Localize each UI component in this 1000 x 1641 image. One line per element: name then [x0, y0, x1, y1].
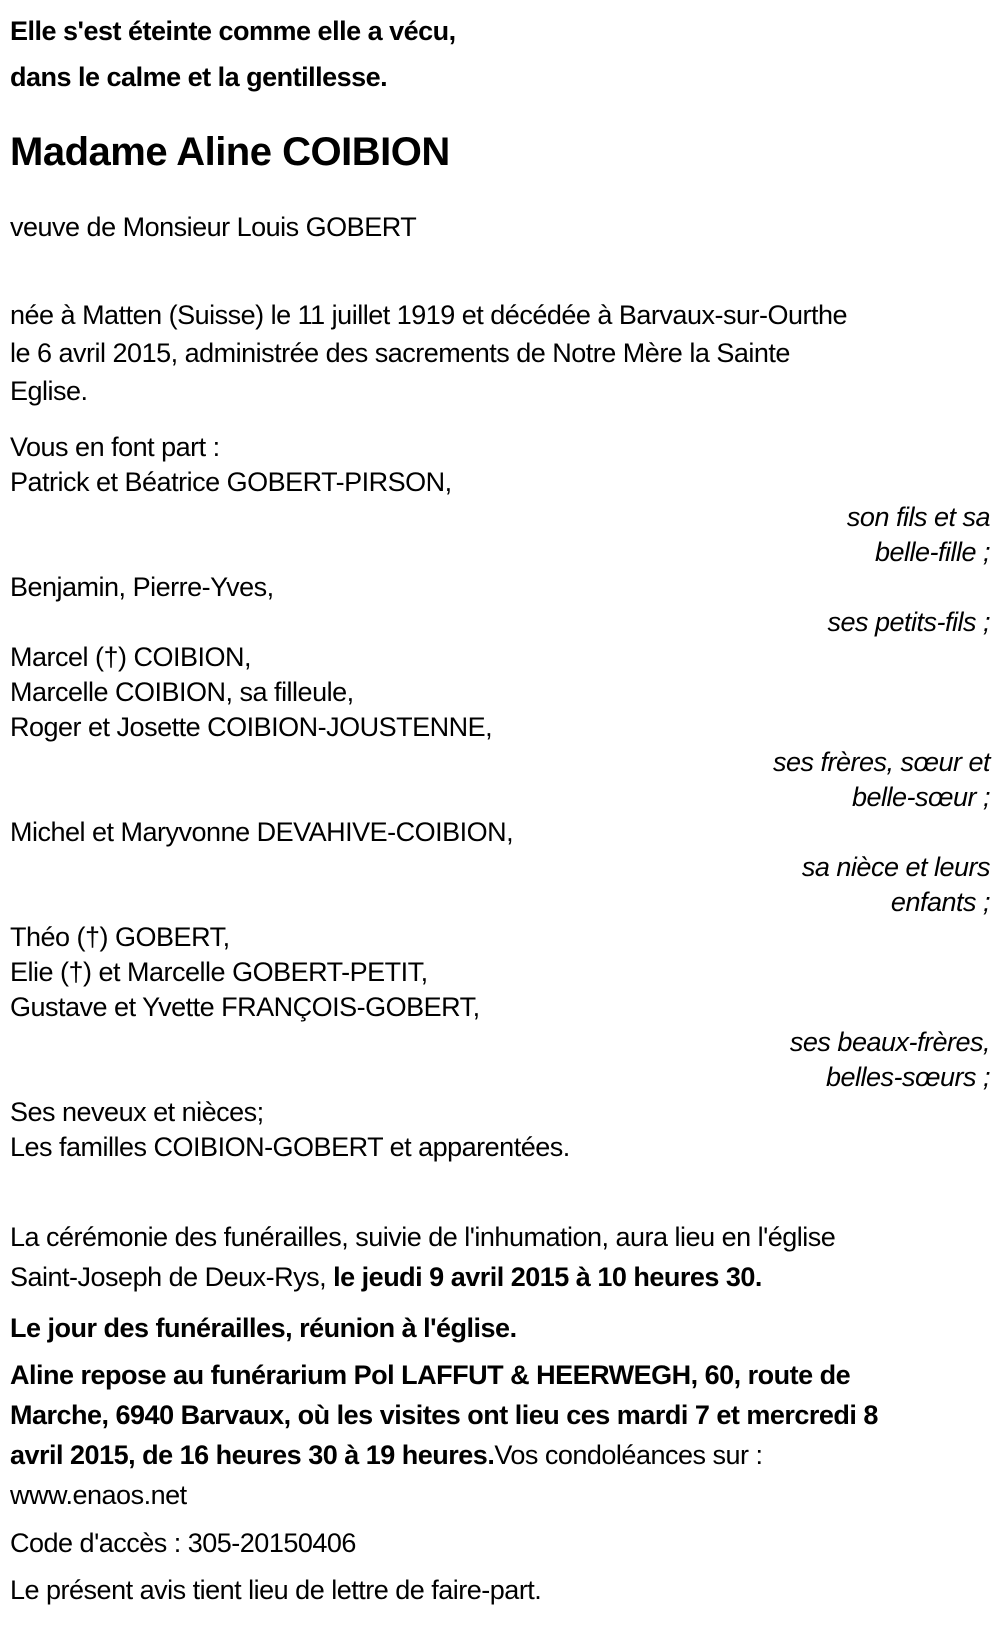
mourner-name-line: Benjamin, Pierre-Yves, [10, 572, 274, 602]
birth-death-line: Eglise. [10, 376, 88, 406]
mourner-name-line: Théo (†) GOBERT, [10, 922, 230, 952]
funerarium-line-3 [10, 1435, 990, 1475]
ceremony-paragraph [10, 1217, 990, 1297]
mourner-name-line: Gustave et Yvette FRANÇOIS-GOBERT, [10, 992, 480, 1022]
epitaph-line-1: Elle s'est éteinte comme elle a vécu, [10, 16, 456, 46]
ceremony-place-text: Saint-Joseph de Deux-Rys, [10, 1262, 334, 1292]
relation-label-line: ses beaux-frères, [789, 1027, 990, 1057]
funerarium-line-1: Aline repose au funérarium Pol LAFFUT & HEERWEGH, 60, route de [10, 1360, 851, 1390]
mourner-name-line: Patrick et Béatrice GOBERT-PIRSON, [10, 467, 452, 497]
mourner-name-line: Marcelle COIBION, sa filleule, [10, 677, 354, 707]
relation-label-line: enfants ; [890, 887, 990, 917]
mourner-name-line: Marcel (†) COIBION, [10, 642, 252, 672]
relation-label-line: sa nièce et leurs [801, 852, 990, 882]
relation-label-line: ses frères, sœur et [772, 747, 990, 777]
announcement-intro: Vous en font part : [10, 432, 220, 462]
birth-death-paragraph [10, 296, 990, 410]
funeral-day-notice: Le jour des funérailles, réunion à l'église. [10, 1313, 517, 1343]
deceased-name: Madame Aline COIBION [10, 130, 450, 174]
epitaph [10, 12, 990, 96]
mourner-name-line: Les familles COIBION-GOBERT et apparentées. [10, 1132, 570, 1162]
mourner-name-line: Elie (†) et Marcelle GOBERT-PETIT, [10, 957, 428, 987]
funerarium-notice [10, 1355, 990, 1515]
legal-notice-line: Le présent avis tient lieu de lettre de faire-part. [10, 1575, 542, 1605]
birth-death-line: le 6 avril 2015, administrée des sacrements de Notre Mère la Sainte [10, 338, 790, 368]
condolences-label: Vos condoléances sur : [494, 1440, 763, 1470]
visits-hours-text: avril 2015, de 16 heures 30 à 19 heures. [10, 1440, 495, 1470]
access-code-line: Code d'accès : 305-20150406 [10, 1528, 356, 1558]
mourner-name-line: Roger et Josette COIBION-JOUSTENNE, [10, 712, 493, 742]
relation-label-line: belle-sœur ; [851, 782, 990, 812]
mourner-name-line: Ses neveux et nièces; [10, 1097, 264, 1127]
ceremony-line-2 [10, 1257, 990, 1297]
condolences-website: www.enaos.net [10, 1480, 187, 1510]
epitaph-line-2: dans le calme et la gentillesse. [10, 62, 388, 92]
birth-death-line: née à Matten (Suisse) le 11 juillet 1919 et décédée à Barvaux-sur-Ourthe [10, 300, 847, 330]
relation-label-line: son fils et sa [846, 502, 990, 532]
widow-of-line: veuve de Monsieur Louis GOBERT [10, 212, 417, 242]
death-notice [10, 12, 990, 1610]
ceremony-date-text: le jeudi 9 avril 2015 à 10 heures 30. [333, 1262, 762, 1292]
ceremony-line-1: La cérémonie des funérailles, suivie de l'inhumation, aura lieu en l'église [10, 1222, 836, 1252]
funerarium-line-2: Marche, 6940 Barvaux, où les visites ont lieu ces mardi 7 et mercredi 8 [10, 1400, 878, 1430]
family-announcement [10, 430, 990, 1165]
relation-label-line: belle-fille ; [874, 537, 990, 567]
mourner-name-line: Michel et Maryvonne DEVAHIVE-COIBION, [10, 817, 514, 847]
relation-label-line: ses petits-fils ; [827, 607, 990, 637]
relation-label-line: belles-sœurs ; [825, 1062, 990, 1092]
